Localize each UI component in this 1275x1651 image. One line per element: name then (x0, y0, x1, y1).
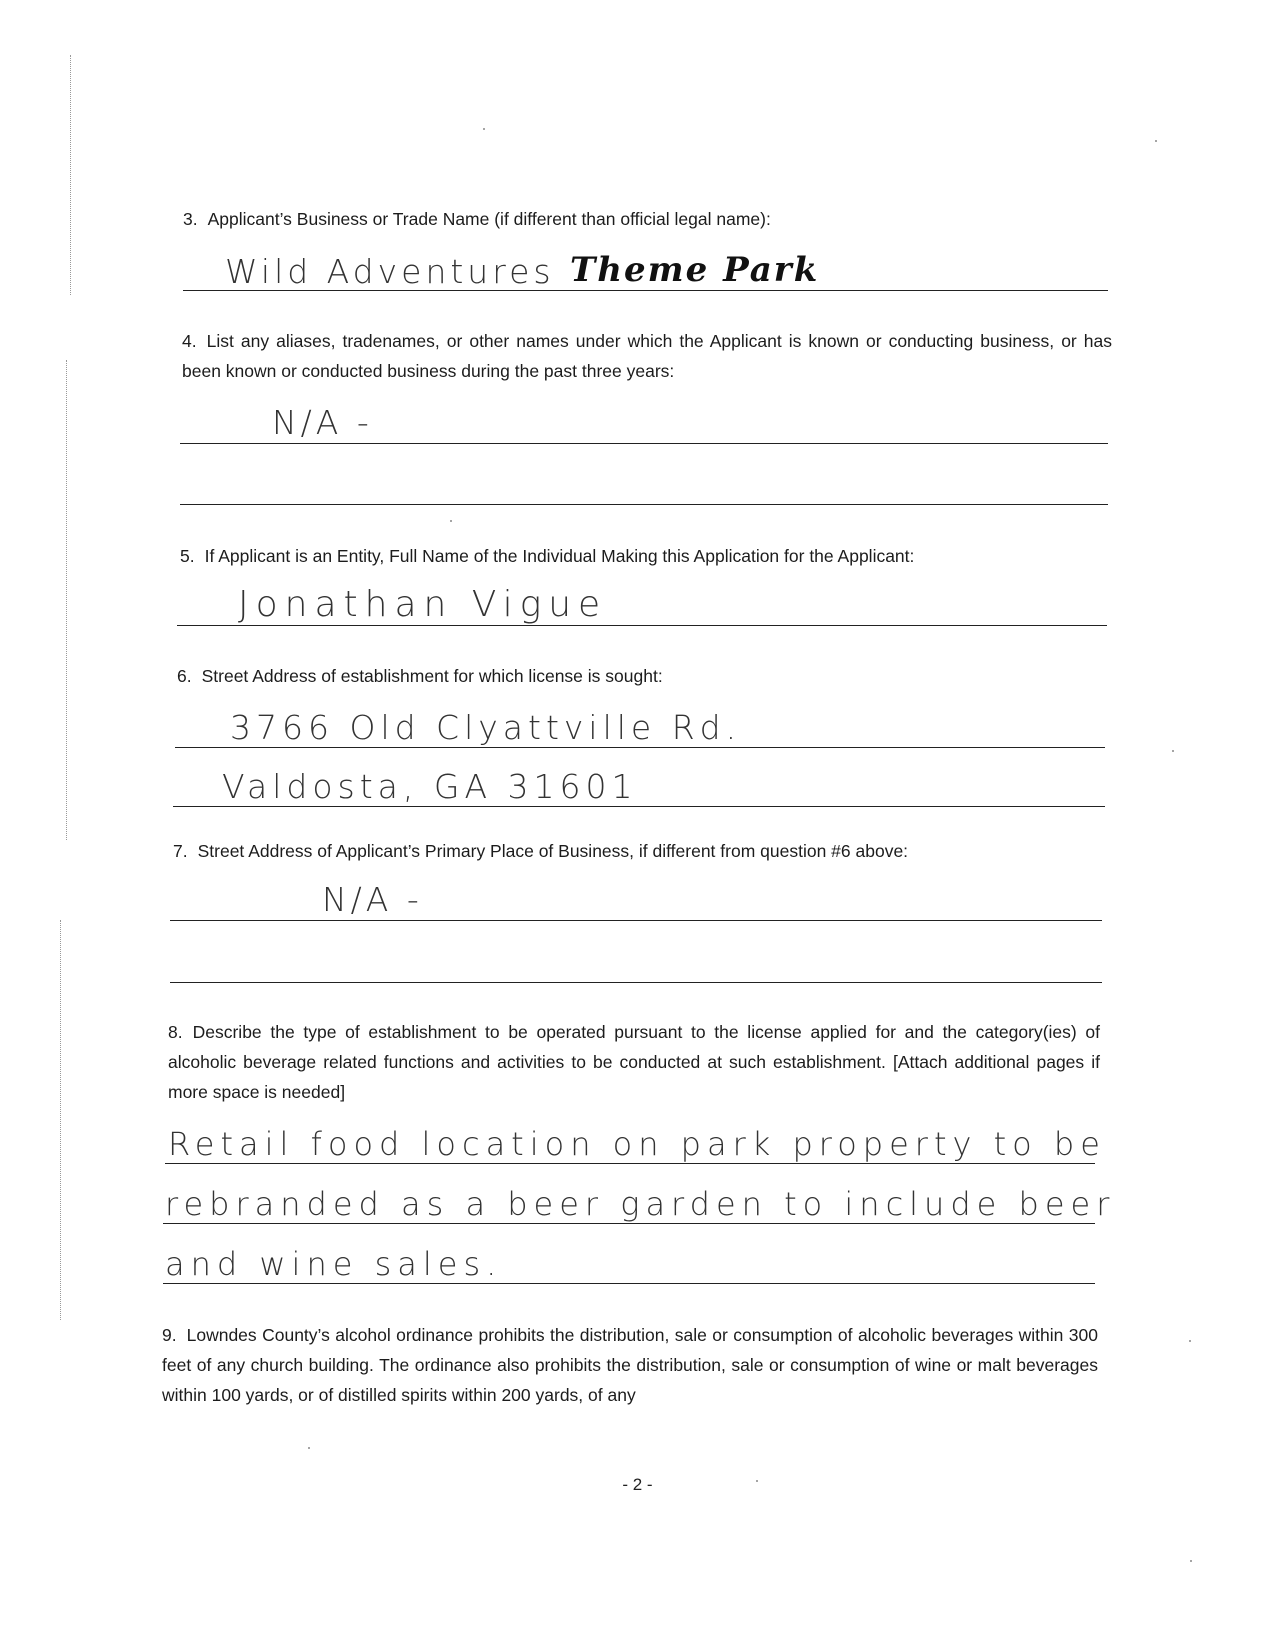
question-text: Street Address of Applicant’s Primary Place of Business, if different from question #6 above: (197, 841, 909, 861)
answer-line (170, 982, 1102, 983)
question-number: 9. (162, 1325, 177, 1345)
scan-speck (1155, 140, 1157, 142)
answer-establishment-address-line2: Valdosta, GA 31601 (222, 767, 638, 806)
question-4 (182, 326, 1112, 386)
scan-edge-marks (60, 920, 62, 1320)
answer-establishment-address-line1: 3766 Old Clyattville Rd. (230, 708, 742, 747)
answer-line (175, 747, 1105, 748)
answer-individual-name: Jonathan Vigue (238, 584, 608, 625)
question-9 (162, 1320, 1098, 1410)
answer-line (180, 443, 1108, 444)
question-text: Lowndes County’s alcohol ordinance prohibits the distribution, sale or consumption of alcoholic beverages within 300 feet of any church building. The ordinance also prohibits the distribution, sale or consumption of wine or malt beverages within 100 yards, or of distilled spirits within 200 yards, of any (162, 1325, 1098, 1405)
scan-edge-marks (66, 360, 68, 840)
question-text: If Applicant is an Entity, Full Name of the Individual Making this Application for the Applicant: (204, 546, 915, 566)
question-text: Applicant’s Business or Trade Name (if different than official legal name): (207, 209, 771, 229)
answer-establishment-description-line3: and wine sales. (165, 1245, 503, 1283)
answer-business-name-part2: Theme Park (570, 250, 820, 290)
question-text: List any aliases, tradenames, or other names under which the Applicant is known or conducting business, or has been known or conducted business during the past three years: (182, 331, 1112, 381)
question-8 (168, 1017, 1100, 1107)
answer-line (163, 1223, 1095, 1224)
answer-business-name-part1: Wild Adventures (225, 252, 555, 291)
page-number: - 2 - (622, 1475, 653, 1494)
question-text: Describe the type of establishment to be operated pursuant to the license applied for and the category(ies) of alcoholic beverage related functions and activities to be conducted at such establishment. [Attach additional pages if more space is needed] (168, 1022, 1100, 1102)
answer-line (180, 504, 1108, 505)
question-6 (177, 661, 1117, 691)
question-5 (180, 541, 1120, 571)
answer-line (177, 625, 1107, 626)
answer-line (183, 290, 1108, 291)
scan-speck (1189, 1340, 1191, 1342)
answer-establishment-description-line2: rebranded as a beer garden to include beer (165, 1185, 1116, 1223)
answer-primary-business-address: N/A - (322, 880, 423, 919)
question-number: 3. (183, 209, 198, 229)
question-text: Street Address of establishment for which license is sought: (201, 666, 663, 686)
scan-speck (1172, 750, 1174, 752)
scan-speck (450, 520, 452, 522)
scan-speck (308, 1447, 310, 1449)
answer-line (173, 806, 1105, 807)
answer-line (163, 1283, 1095, 1284)
question-number: 4. (182, 331, 197, 351)
question-number: 8. (168, 1022, 183, 1042)
answer-line (170, 920, 1102, 921)
question-3 (183, 204, 1123, 234)
question-7 (173, 836, 1123, 866)
scan-edge-marks (70, 55, 72, 295)
question-number: 6. (177, 666, 192, 686)
scan-speck (483, 128, 485, 130)
question-number: 7. (173, 841, 188, 861)
answer-aliases: N/A - (272, 403, 373, 442)
question-number: 5. (180, 546, 195, 566)
scan-speck (1190, 1560, 1192, 1562)
answer-line (165, 1163, 1095, 1164)
answer-establishment-description-line1: Retail food location on park property to be (168, 1125, 1106, 1163)
